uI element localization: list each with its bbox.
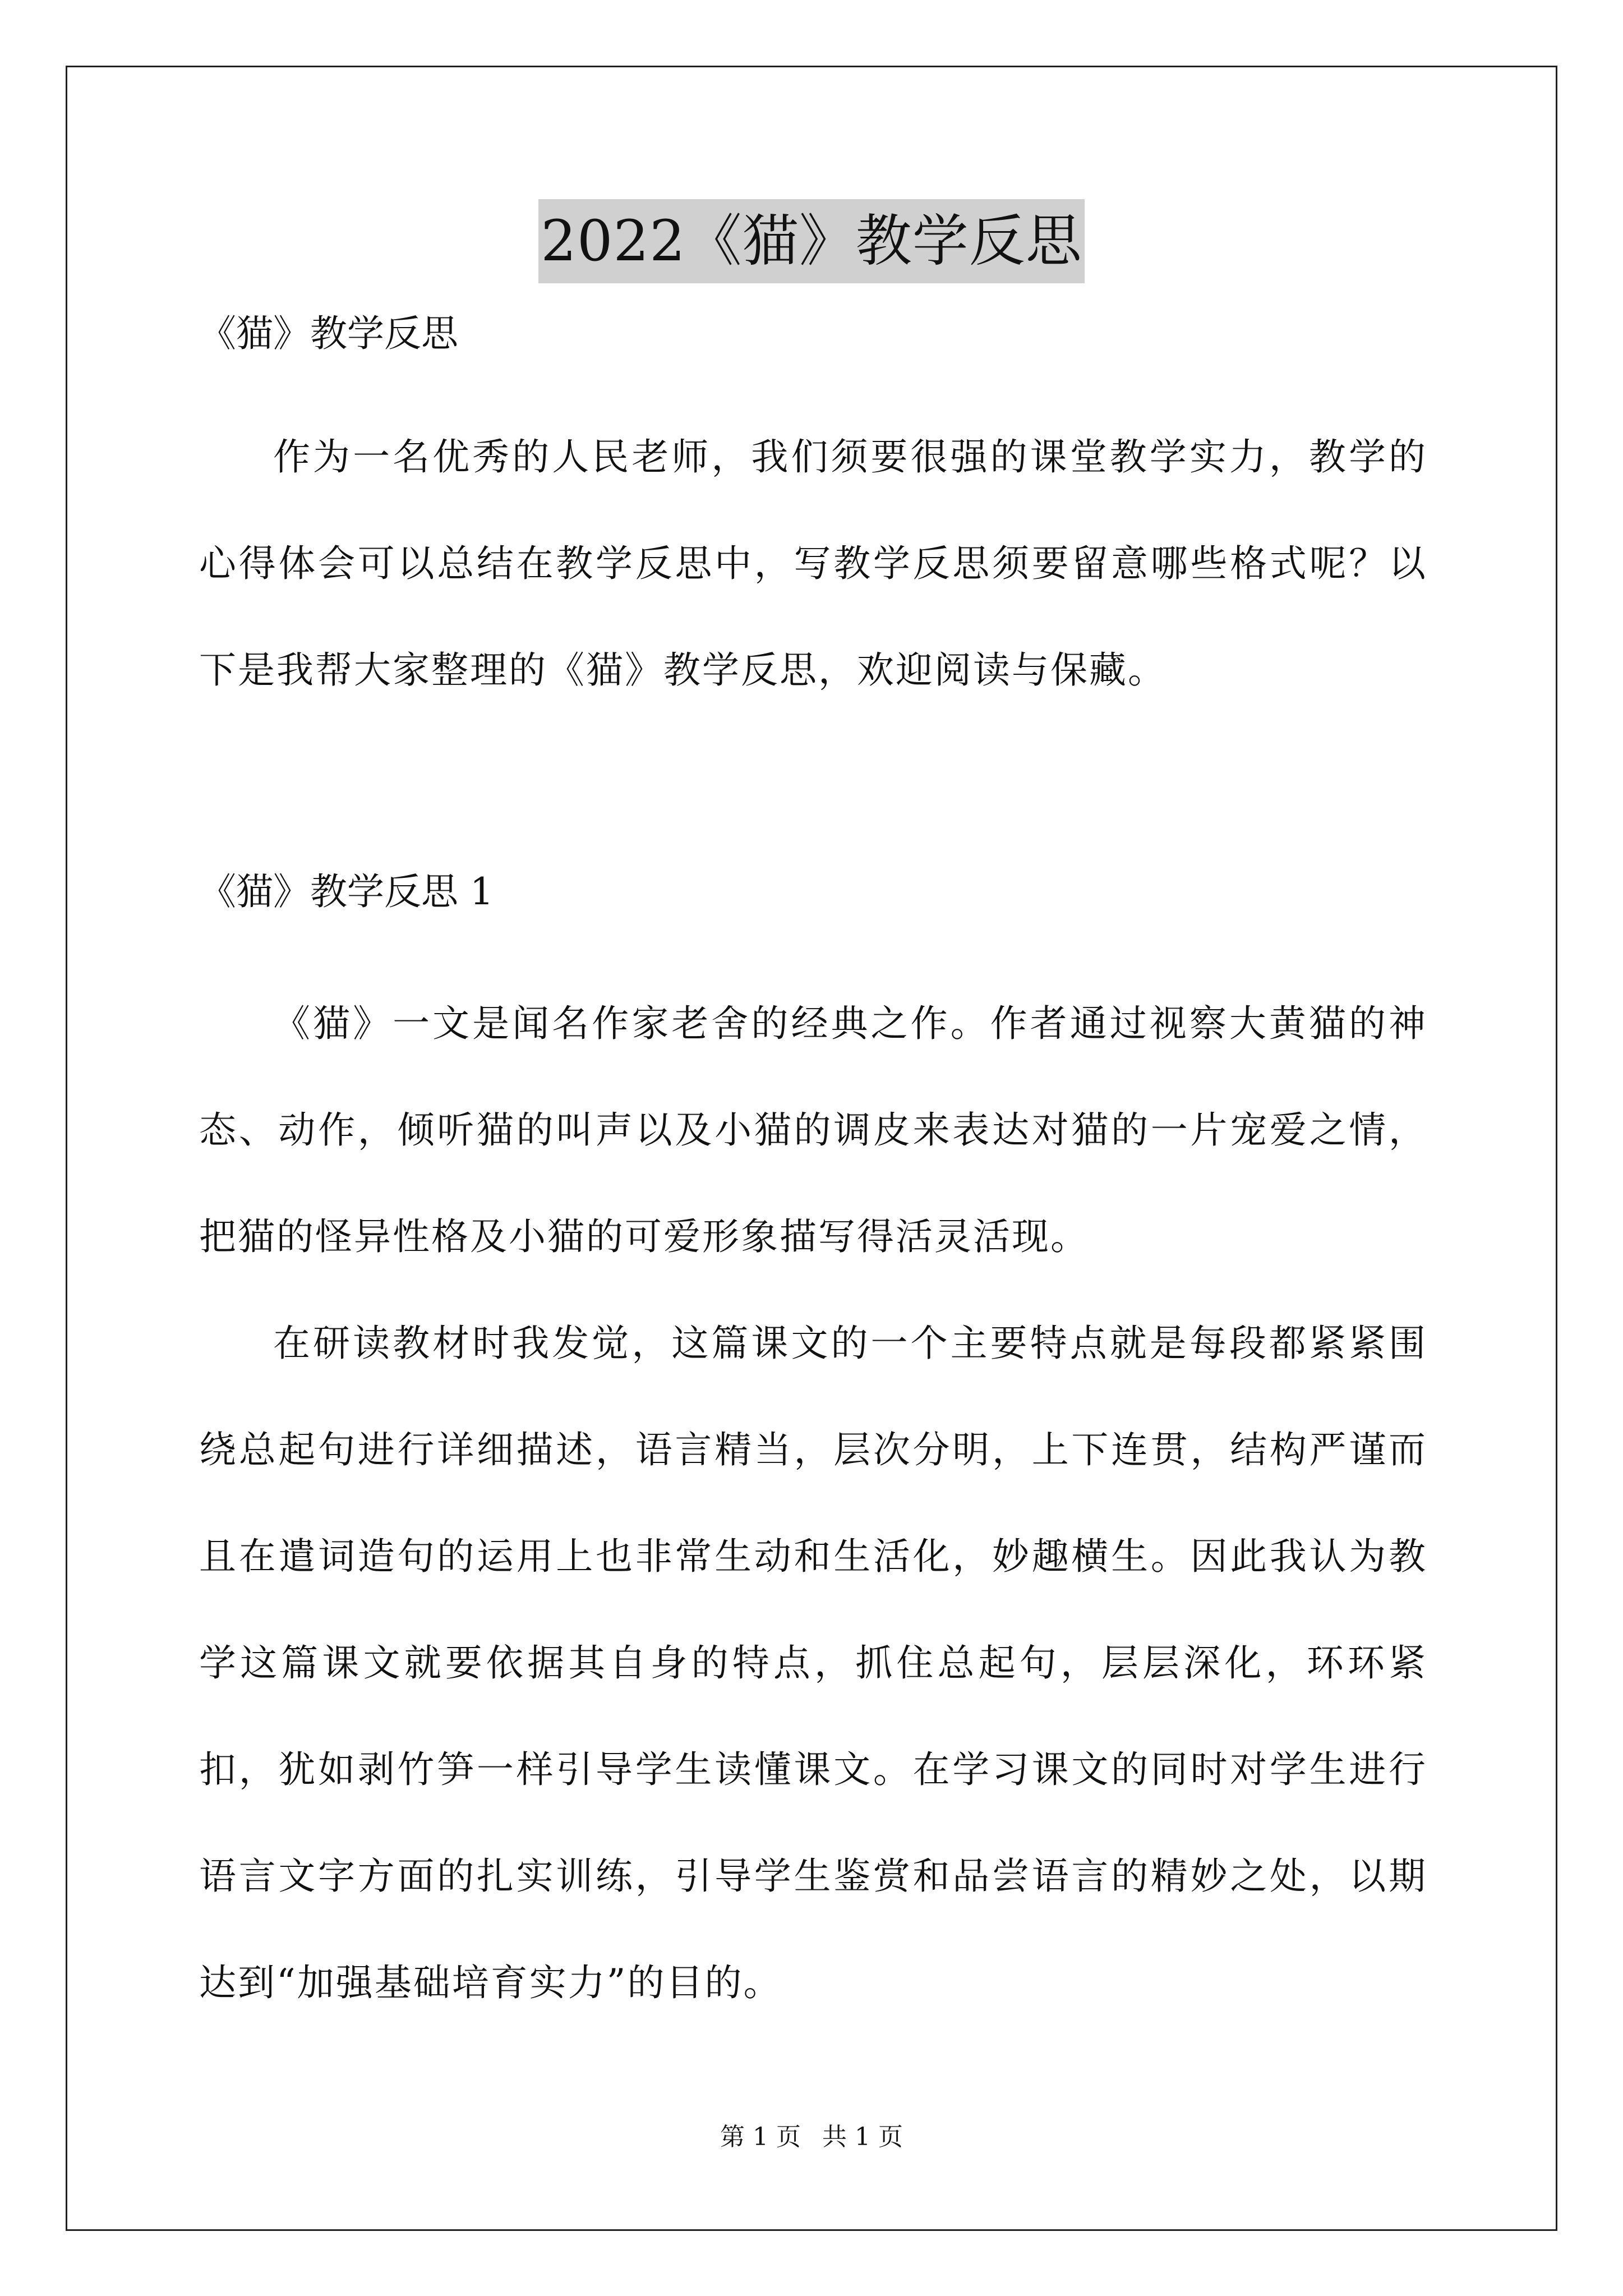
section1-paragraph-2: 在研读教材时我发觉，这篇课文的一个主要特点就是每段都紧紧围绕总起句进行详细描述，语言精当，层次分明，上下连贯，结构严谨而且在遣词造句的运用上也非常生动和生活化，妙趣横生。因此我认为教学这篇课文就要依据其自身的特点，抓住总起句，层层深化，环环紧扣，犹如剥竹笋一样引导学生读懂课文。在学习课文的同时对学生进行语言文字方面的扎实训练，引导学生鉴赏和品尝语言的精妙之处，以期达到“加强基础培育实力”的目的。 [199, 1322, 1427, 2004]
page-footer [0, 2120, 1623, 2154]
intro-heading: 《猫》教学反思 [199, 312, 458, 355]
intro-paragraph: 作为一名优秀的人民老师，我们须要很强的课堂教学实力，教学的心得体会可以总结在教学反思中，写教学反思须要留意哪些格式呢？以下是我帮大家整理的《猫》教学反思，欢迎阅读与保藏。 [199, 435, 1427, 692]
section1-heading: 《猫》教学反思 1 [199, 870, 494, 913]
title-container [0, 199, 1623, 283]
page-number: 第 1 页 [720, 2123, 801, 2151]
section1-paragraph-1: 《猫》一文是闻名作家老舍的经典之作。作者通过视察大黄猫的神态、动作，倾听猫的叫声以及小猫的调皮来表达对猫的一片宠爱之情，把猫的怪异性格及小猫的可爱形象描写得活灵活现。 [199, 1002, 1427, 1258]
document-title: 2022《猫》教学反思 [538, 199, 1085, 283]
document-body [199, 306, 1427, 2036]
page-total: 共 1 页 [822, 2123, 903, 2151]
